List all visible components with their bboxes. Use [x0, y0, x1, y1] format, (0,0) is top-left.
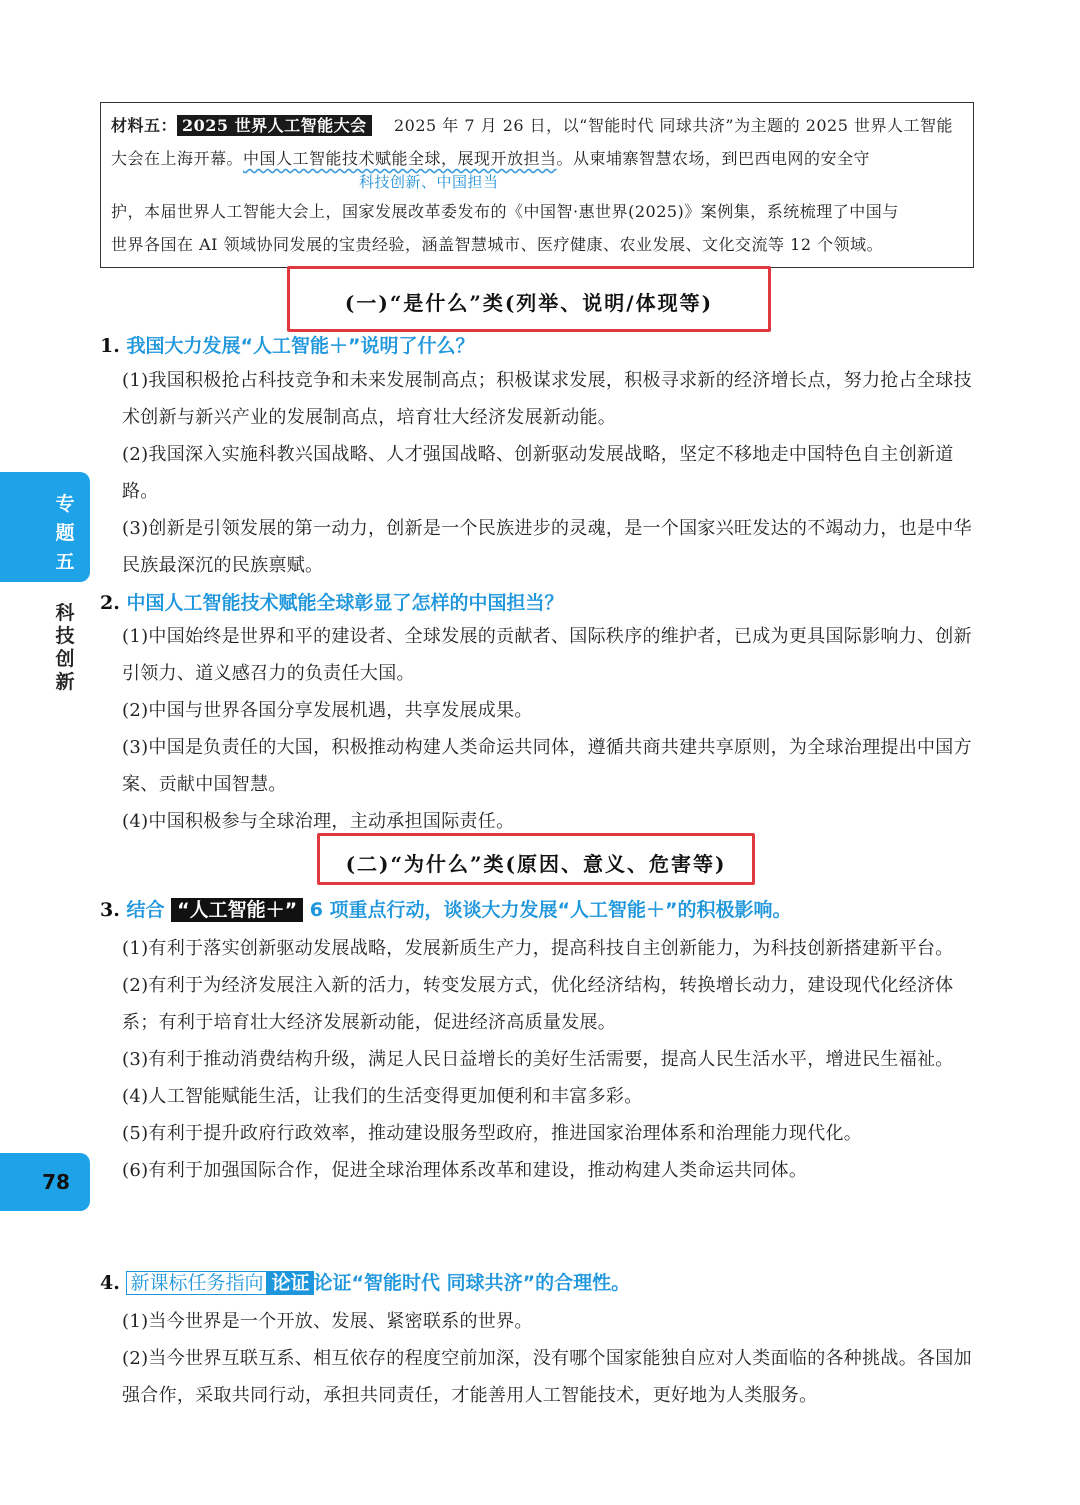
answers-1	[122, 362, 978, 584]
page-number: 78	[42, 1170, 70, 1194]
answer-item: (2)中国与世界各国分享发展机遇，共享发展成果。	[122, 700, 533, 721]
question-highlight: “人工智能＋”	[171, 898, 303, 922]
answer-item: (2)我国深入实施科教兴国战略、人才强国战略、创新驱动发展战略，坚定不移地走中国特色自主创新道路。	[122, 444, 954, 502]
question-number: 2.	[100, 592, 120, 614]
material-line-2	[111, 142, 963, 175]
answer-item: (2)当今世界互联互系、相互依存的程度空前加深，没有哪个国家能独自应对人类面临的各种挑战。各国加强合作，采取共同行动，承担共同责任，才能善用人工智能技术，更好地为人类服务。	[122, 1348, 972, 1406]
question-number: 1.	[100, 335, 120, 357]
question-1	[100, 331, 474, 358]
material-text-2a: 大会在上海开幕。	[111, 149, 244, 168]
material-line-1	[111, 109, 963, 142]
question-text: 中国人工智能技术赋能全球彰显了怎样的中国担当？	[126, 592, 564, 614]
answer-item: (6)有利于加强国际合作，促进全球治理体系改革和建设，推动构建人类命运共同体。	[122, 1160, 808, 1181]
question-4	[100, 1268, 630, 1295]
answers-4	[122, 1303, 978, 1414]
question-number: 3.	[100, 899, 120, 921]
material-title: 2025 世界人工智能大会	[177, 115, 372, 136]
material-box	[100, 102, 974, 268]
question-text-post: 6 项重点行动，谈谈大力发展“人工智能＋”的积极影响。	[309, 899, 792, 921]
answers-3	[122, 930, 978, 1189]
answer-item: (3)有利于推动消费结构升级，满足人民日益增长的美好生活需要，提高人民生活水平，增进民生福祉。	[122, 1049, 954, 1070]
answer-item: (1)中国始终是世界和平的建设者、全球发展的贡献者、国际秩序的维护者，已成为更具国际影响力、创新引领力、道义感召力的负责任大国。	[122, 626, 972, 684]
material-line-4: 世界各国在 AI 领域协同发展的宝贵经验，涵盖智慧城市、医疗健康、农业发展、文化交流等 12 个领域。	[111, 235, 884, 254]
answer-item: (1)有利于落实创新驱动发展战略，发展新质生产力，提高科技自主创新能力，为科技创新搭建新平台。	[122, 938, 954, 959]
question-text: 论证“智能时代 同球共济”的合理性。	[313, 1272, 631, 1294]
material-text-2c: 。从柬埔寨智慧农场，到巴西电网的安全守	[556, 149, 871, 168]
task-tag: 新课标任务指向	[126, 1271, 267, 1295]
material-label: 材料五：	[111, 116, 178, 135]
question-2	[100, 588, 563, 615]
material-text-1: 2025 年 7 月 26 日，以“智能时代 同球共济”为主题的 2025 世界人工智能	[393, 116, 953, 135]
answer-item: (4)中国积极参与全球治理，主动承担国际责任。	[122, 811, 515, 832]
answer-item: (3)创新是引领发展的第一动力，创新是一个民族进步的灵魂，是一个国家兴旺发达的不竭动力，也是中华民族最深沉的民族禀赋。	[122, 518, 972, 576]
section-1-box	[287, 266, 771, 332]
section-2-title: (二)“为什么”类(原因、意义、危害等)	[345, 852, 727, 876]
question-number: 4.	[100, 1272, 120, 1294]
task-type-tag: 论证	[267, 1271, 313, 1295]
chapter-tab-label: 专题五	[55, 493, 75, 573]
answer-item: (5)有利于提升政府行政效率，推动建设服务型政府，推进国家治理体系和治理能力现代化。	[122, 1123, 863, 1144]
question-text: 我国大力发展“人工智能＋”说明了什么？	[126, 335, 475, 357]
answer-item: (1)我国积极抢占科技竞争和未来发展制高点；积极谋求发展，积极寻求新的经济增长点，努力抢占全球技术创新与新兴产业的发展制高点，培育壮大经济发展新动能。	[122, 370, 972, 428]
answer-item: (2)有利于为经济发展注入新的活力，转变发展方式，优化经济结构，转换增长动力，建设现代化经济体系；有利于培育壮大经济发展新动能，促进经济高质量发展。	[122, 975, 954, 1033]
answer-item: (3)中国是负责任的大国，积极推动构建人类命运共同体，遵循共商共建共享原则，为全球治理提出中国方案、贡献中国智慧。	[122, 737, 972, 795]
question-text-pre: 结合	[126, 899, 165, 921]
section-1-title: (一)“是什么”类(列举、说明/体现等)	[344, 291, 714, 315]
material-annotation: 科技创新、中国担当	[359, 173, 499, 191]
answer-item: (1)当今世界是一个开放、发展、紧密联系的世界。	[122, 1311, 533, 1332]
material-underlined-text: 中国人工智能技术赋能全球，展现开放担当	[243, 149, 557, 168]
question-3	[100, 895, 792, 922]
material-line-3: 护，本届世界人工智能大会上，国家发展改革委发布的《中国智·惠世界(2025)》案例集，系统梳理了中国与	[111, 202, 899, 221]
chapter-subtitle: 科技创新	[55, 602, 75, 693]
section-2-box	[317, 833, 755, 885]
answer-item: (4)人工智能赋能生活，让我们的生活变得更加便利和丰富多彩。	[122, 1086, 643, 1107]
answers-2	[122, 618, 978, 840]
